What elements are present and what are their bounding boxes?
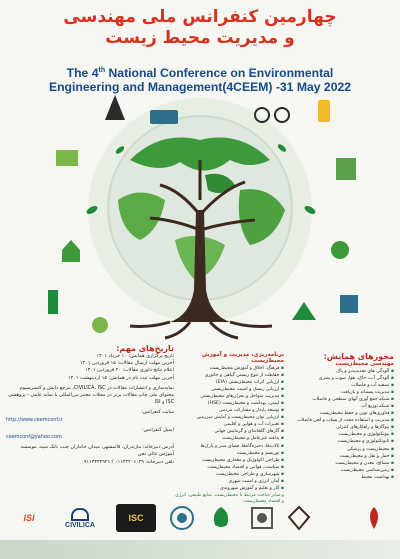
isc-logo: ISC (116, 504, 156, 532)
list-item: ▪ تصفیه آب و فاضلاب (290, 382, 394, 389)
axes-subheading: مهندسی محیط‌زیست (335, 361, 394, 367)
list-item: ▪ توسعه پایدار و مشارکت مردمی (174, 407, 284, 414)
date-row: اعلام نتایج داوری مقالات: ۲۰ فروردین ۱۴۰۱ (85, 367, 174, 374)
list-item: ▪ پدافند غیرعامل و محیط‌زیست (174, 435, 284, 442)
civilica-label: CIVILICA (65, 521, 95, 529)
list-item: ▪ تالاب‌ها، ذخیره‌گاه‌ها، فضای سبز و پارک‌ها (174, 443, 284, 450)
list-item: ▪ حفاظت از تنوع زیستی گیاهی و جانوری (174, 372, 284, 379)
eco-house-icon (62, 240, 80, 262)
list-item: ▪ شهرسازی و طراحی محیط‌زیست (174, 471, 284, 478)
isi-logo: ISI (23, 513, 35, 523)
list-item: ▪ آلودگی آب، خاک، هوا، صوت و بصری (290, 375, 394, 382)
english-title-post: National Conference on Environmental (105, 66, 334, 81)
institute-seal-icon (248, 504, 276, 532)
axes-list (290, 368, 394, 481)
list-item: ▪ بهداشت محیط (290, 474, 394, 481)
persian-title-line1: چهارمین کنفرانس ملی مهندسی (63, 7, 337, 27)
phone-text: تلفن دبیرخانه: ۰۱۱۴۲۲۰۶۰۲۹ / ۰۹۱۱۴۳۴۴۹۲۱ (81, 458, 174, 465)
list-item: ▪ زمین‌شناسی محیط‌زیست (290, 467, 394, 474)
list-item: ▪ ایمنی، بهداشت و محیط‌زیست (HSE) (174, 400, 284, 407)
list-item: ▪ مدیریت و استفاده مجدد از پساب و لجن فاضلاب (290, 417, 394, 424)
heritage-seal-icon (286, 504, 312, 532)
list-item: ▪ مدیریت سواحل و بحران‌های محیط‌زیستی (174, 393, 284, 400)
list-item: ▪ شبکه توزیع آب (290, 403, 394, 410)
list-item: ▪ مصالح، معدن و محیط‌زیست (290, 460, 394, 467)
persian-title (14, 6, 386, 48)
list-item: ▪ آلودگی های تجدیدپذیر و پاک (290, 368, 394, 375)
mountain-icon (292, 302, 316, 320)
water-drop-icon (340, 295, 358, 313)
battery-icon (56, 150, 78, 166)
management-footer: و سایر مباحث مرتبط با محیط‌زیست، منابع طبیعی، انرژی و اقتصاد محیط‌زیست (175, 492, 284, 504)
list-item: ▪ آثار و تعلیم و آموزش شهروندی (174, 485, 284, 492)
site-link[interactable]: http://www.ceemconf.ir (6, 416, 63, 423)
sponsor-logos (0, 500, 400, 540)
site-label: سایت کنفرانس: (141, 409, 174, 416)
english-title-pre: The 4 (66, 66, 99, 81)
date-row: آخرین مهلت ثبت نام در همایش: ۱۵ اردیبهشت ۱۴۰۱ (67, 374, 174, 381)
solar-panel-icon (150, 110, 178, 124)
list-item: ▪ ارزیابی ریسک و امنیت محیط‌زیستی (174, 386, 284, 393)
management-axes (174, 352, 284, 505)
english-title-line2: Engineering and Management(4CEEM) -31 May 2022 (48, 80, 352, 95)
globe-tree-illustration (0, 90, 400, 360)
important-dates (6, 344, 174, 466)
footer-bar (0, 540, 400, 559)
university-seal-icon (168, 504, 196, 532)
indexing-note: نمایه‌سازی و انتشارات مقالات در CIVILICA، ISC، مرجع دانش و کنسرسیوم محتوای ملی چاپ مقالات برتر در مجلات معتبر بین‌المللی با نمایه علمی - پژوهشی ISC و ISI (8, 384, 174, 406)
date-row: آخرین مهلت ارسال مقالات: ۱۵ فروردین ۱۴۰۱ (79, 360, 174, 367)
wind-turbine-icon (105, 95, 125, 120)
management-list (174, 365, 284, 492)
list-item: ▪ حمل و نقل و محیط‌زیست (290, 453, 394, 460)
iran-emblem-icon (360, 504, 388, 532)
axes-heading: محورهای همایش: (323, 352, 394, 361)
earth-icon (92, 317, 108, 333)
list-item: ▪ نانوتکنولوژی و محیط‌زیست (290, 438, 394, 445)
list-item: ▪ محیط‌زیست و پزشکی (290, 446, 394, 453)
list-item: ▪ فرهنگ، اخلاق و آموزش محیط‌زیست (174, 365, 284, 372)
list-item: ▪ شبکه جمع آوری آبهای سطحی و فاضلاب (290, 396, 394, 403)
list-item: ▪ فناوری‌های نوین و حفظ محیط‌زیست (290, 410, 394, 417)
conference-axes (290, 352, 394, 481)
list-item: ▪ آمار، انرژی و امنیت شهری (174, 478, 284, 485)
date-row: تاریخ برگزاری همایش: ۱۰ خرداد ۱۴۰۱ (96, 353, 174, 359)
list-item: ▪ بیوگازها و راهکارهای کنترلی (290, 424, 394, 431)
english-title-sup: th (98, 67, 106, 74)
list-item: ▪ ارزیابی توان محیط‌زیست و آمایش سرزمین (174, 414, 284, 421)
list-item: ▪ سیاست، قوانین و اقتصاد محیط‌زیست (174, 464, 284, 471)
persian-title-line2: و مدیریت محیط زیست (105, 28, 295, 48)
email-link[interactable]: ceemconf@yahoo.com (6, 434, 62, 441)
tree-roots (130, 322, 272, 338)
list-item: ▪ مدیریت پسماند و بازیافت (290, 389, 394, 396)
address-text: آدرس دبیرخانه: مازندران، قائمشهر، میدان جانبازان جنب بانک سپه، موسسه آموزش عالی تجن (20, 444, 174, 458)
list-item: ▪ گازهای گلخانه‌ای و گرمایش جهانی (174, 428, 284, 435)
environment-org-seal-icon (206, 504, 236, 532)
list-item: ▪ توریسم و محیط‌زیست (174, 450, 284, 457)
civilica-logo (54, 504, 106, 532)
list-item: ▪ ارزیابی اثرات محیط‌زیستی (EIA) (174, 379, 284, 386)
dates-heading: تاریخ‌های مهم: (116, 344, 174, 353)
management-heading: برنامه‌ریزی، مدیریت و آموزش محیط‌زیست (201, 352, 284, 364)
list-item: ▪ طراحی اکولوژیک و معماری محیط‌زیست (174, 457, 284, 464)
recycle-bin-icon (336, 158, 356, 180)
list-item: ▪ تغییرات آب و هوایی و اقلیمی (174, 421, 284, 428)
lightbulb-icon (318, 100, 330, 122)
eco-leaf-icon (331, 241, 349, 259)
email-label: ایمیل کنفرانس: (142, 426, 174, 433)
civilica-mark-icon (71, 508, 89, 521)
list-item: ▪ بیوتکنولوژی و محیط‌زیست (290, 431, 394, 438)
tree-icon (48, 290, 58, 314)
